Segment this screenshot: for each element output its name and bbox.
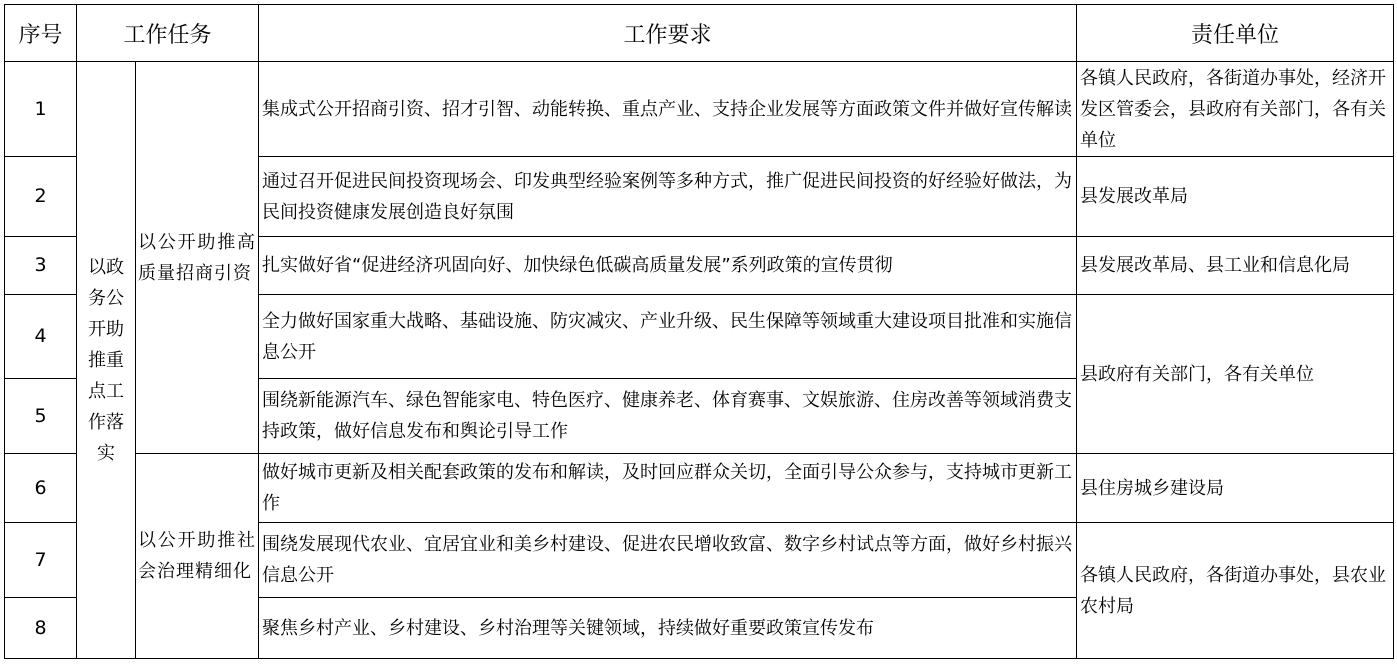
header-requirement: 工作要求	[259, 5, 1077, 62]
requirement-cell: 集成式公开招商引资、招才引智、动能转换、重点产业、支持企业发展等方面政策文件并做好宣传解读	[259, 62, 1077, 157]
header-unit: 责任单位	[1077, 5, 1394, 62]
row-number: 3	[5, 237, 77, 295]
table-header-row	[5, 5, 1394, 62]
task-group-cell: 以政务公开助推重点工作落实	[77, 62, 136, 659]
requirement-cell: 扎实做好省“促进经济巩固向好、加快绿色低碳高质量发展”系列政策的宣传贯彻	[259, 237, 1077, 295]
subtask-investment: 以公开助推高质量招商引资	[136, 62, 259, 454]
row-number: 7	[5, 523, 77, 598]
row-number: 8	[5, 598, 77, 659]
requirement-cell: 全力做好国家重大战略、基础设施、防灾减灾、产业升级、民生保障等领域重大建设项目批准和实施信息公开	[259, 295, 1077, 379]
unit-cell: 各镇人民政府，各街道办事处，县农业农村局	[1077, 523, 1394, 659]
unit-cell: 县政府有关部门，各有关单位	[1077, 295, 1394, 454]
row-number: 5	[5, 379, 77, 454]
unit-cell: 县发展改革局、县工业和信息化局	[1077, 237, 1394, 295]
unit-cell: 各镇人民政府，各街道办事处，经济开发区管委会，县政府有关部门，各有关单位	[1077, 62, 1394, 157]
header-index: 序号	[5, 5, 77, 62]
row-number: 2	[5, 157, 77, 237]
requirement-cell: 做好城市更新及相关配套政策的发布和解读，及时回应群众关切，全面引导公众参与，支持城市更新工作	[259, 454, 1077, 523]
unit-cell: 县发展改革局	[1077, 157, 1394, 237]
row-number: 6	[5, 454, 77, 523]
subtask-governance: 以公开助推社会治理精细化	[136, 454, 259, 659]
row-number: 4	[5, 295, 77, 379]
unit-cell: 县住房城乡建设局	[1077, 454, 1394, 523]
header-task: 工作任务	[77, 5, 259, 62]
requirement-cell: 围绕发展现代农业、宜居宜业和美乡村建设、促进农民增收致富、数字乡村试点等方面，做好乡村振兴信息公开	[259, 523, 1077, 598]
requirement-cell: 聚焦乡村产业、乡村建设、乡村治理等关键领域，持续做好重要政策宣传发布	[259, 598, 1077, 659]
table-row	[5, 62, 1394, 157]
table-row	[5, 454, 1394, 523]
requirement-cell: 通过召开促进民间投资现场会、印发典型经验案例等多种方式，推广促进民间投资的好经验好做法，为民间投资健康发展创造良好氛围	[259, 157, 1077, 237]
work-task-table	[4, 4, 1394, 659]
row-number: 1	[5, 62, 77, 157]
requirement-cell: 围绕新能源汽车、绿色智能家电、特色医疗、健康养老、体育赛事、文娱旅游、住房改善等领域消费支持政策，做好信息发布和舆论引导工作	[259, 379, 1077, 454]
